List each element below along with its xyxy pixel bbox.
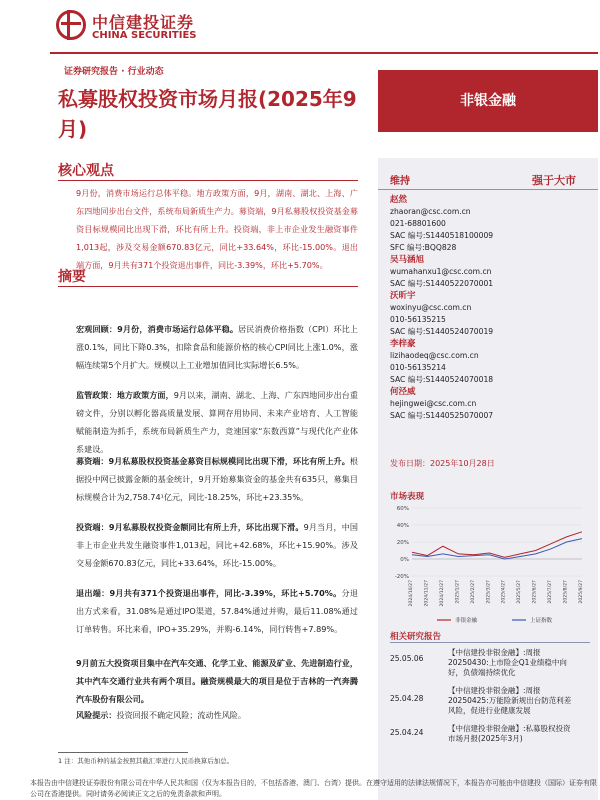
summary-macro-body: 居民消费价格指数（CPI）环比上涨0.1%，同比下降0.3%，扣除食品和能源价格的核心CPI同比上涨1.0%，涨幅连续第5个月扩大。规模以上工业增加值同比实际增长6.5%。 [76,324,358,370]
related-report-text: 【中信建投非银金融】:周报20250430:上市险企Q1业绩稳中向好，负债端持续优化 [448,648,567,677]
summary-policy-lead: 监管政策：地方政策方面， [76,390,174,400]
series-line [412,532,582,558]
analyst-name: 赵然 [390,195,408,205]
x-tick-label: 2024/11/27 [424,580,430,607]
summary-top5: 9月前五大投资项目集中在汽车交通、化学工业、能源及矿业、先进制造行业，其中汽车交通行业共有两个项目。融资规模最大的项目是位于吉林的一汽奔腾汽车股份有限公司。 [76,658,358,704]
summary-invest [76,518,358,572]
core-view-text: 9月份，消费市场运行总体平稳。地方政策方面，9月，湖南、湖北、上海、广东四地同步出台文件，系统布局新质生产力。募资端，9月私募股权投资基金募资目标规模同比出现下滑，环比有所上升。投资端，非上市企业发生融资事件1,013起，涉及交易金额670.83亿元，同比+33.64%，环比-15.00%。退出端方面，9月共有371个投资退出事件，同比-3.39%，环比+5.70%。 [76,188,358,270]
summary-exit-lead: 退出端：9月共有371个投资退出事件，同比-3.39%，环比+5.70%。 [76,588,342,598]
analyst-email: wumahanxu1@csc.com.cn [390,267,492,276]
header-divider [50,52,598,54]
y-tick-label: 20% [396,540,409,546]
x-tick-label: 2025/6/27 [532,580,538,604]
sector-label: 非银金融 [460,93,516,109]
x-tick-label: 2025/7/27 [548,580,554,604]
related-research-title: 相关研究报告 [390,632,442,642]
analyst-email: lizihaodeq@csc.com.cn [390,351,479,360]
analyst-sac: SAC 编号:S1440524070019 [390,327,494,336]
legend-label: 非银金融 [455,618,478,624]
x-tick-label: 2025/4/27 [501,580,507,604]
footnote-divider [58,752,188,753]
summary-risk-lead: 风险提示： [76,710,117,720]
related-report-date: 25.05.06 [390,654,424,663]
x-tick-label: 2025/1/27 [455,580,461,604]
analyst-sac: SAC 编号:S1440524070018 [390,375,494,384]
core-view-heading: 核心观点 [58,163,114,179]
summary-divider [58,286,358,287]
disclaimer: 本报告由中信建投证券股份有限公司在中华人民共和国（仅为本报告目的，不包括香港、澳门、台湾）提供。在遵守适用的法律法规情况下，本报告亦可能由中信建投（国际）证券有限公司在香港提供。同时请务必阅读正文之后的免责条款和声明。 [30,779,597,798]
summary-invest-body: 9月当月，中国非上市企业共发生融资事件1,013起，同比+42.68%，环比+15.90%。涉及交易金额670.83亿元，同比+33.64%，环比-15.00%。 [76,522,359,568]
x-tick-label: 2025/8/27 [563,580,569,604]
related-report-text: 【中信建投非银金融】:周报20250425:万能险新规出台防范利差风险，促进行业健康发展 [448,686,572,715]
x-tick-label: 2025/2/27 [470,580,476,604]
analyst-email: hejingwei@csc.com.cn [390,399,477,408]
analyst-sac: SAC 编号:S1440518100009 [390,231,494,240]
analyst-name: 李梓豪 [390,339,416,349]
summary-fundraise [76,452,358,506]
related-report-text: 【中信建投非银金融】:私募股权投资市场月报(2025年3月) [448,724,571,743]
summary-exit-body: 分退出方式来看，31.08%是通过IPO渠道，57.84%通过并购，最后11.08%通过订单转售。环比来看，IPO+35.29%，并购-6.14%，同行转售+7.89%。 [76,588,358,634]
report-title: 私募股权投资市场月报(2025年9月) [58,87,357,141]
related-report-date: 25.04.28 [390,694,424,703]
report-kicker: 证券研究报告 · 行业动态 [64,67,164,77]
summary-macro [76,320,358,374]
analyst-card [390,386,590,422]
market-performance-title: 市场表现 [390,492,425,502]
analyst-card [390,194,590,254]
analyst-sfc: SFC 编号:BQQ828 [390,243,457,252]
footnote: 1 注：其他币种的基金按照其截汇率进行人民币换算后加总。 [58,757,234,765]
x-tick-label: 2025/5/27 [517,580,523,604]
analyst-card [390,290,590,338]
publish-date: 发布日期：2025年10月28日 [390,459,495,468]
analyst-sac: SAC 编号:S1440522070001 [390,279,494,288]
brand-header [50,6,250,48]
x-tick-label: 2024/12/27 [439,580,445,607]
y-tick-label: 60% [396,506,409,512]
x-tick-label: 2025/3/27 [486,580,492,604]
sector-banner [378,70,598,132]
analyst-phone: 010-56135214 [390,363,446,372]
related-report-date: 25.04.24 [390,728,424,737]
analyst-email: woxinyu@csc.com.cn [390,303,472,312]
brand-name-cn: 中信建投证券 [92,13,195,32]
summary-risk-body: 投资回报不确定风险；流动性风险。 [116,710,246,720]
core-view-divider [58,180,358,181]
summary-heading: 摘要 [58,269,86,285]
summary-invest-lead: 投资端：9月私募股权投资金额同比有所上升，环比出现下滑。 [76,522,304,532]
rating-value: 强于大市 [532,174,576,187]
summary-risk [76,706,358,724]
analyst-phone: 010-56135215 [390,315,446,324]
analyst-phone: 021-68801600 [390,219,446,228]
summary-policy [76,386,358,458]
x-tick-label: 2025/9/27 [579,580,584,604]
rating-bar [378,168,598,190]
sidebar [378,158,598,800]
market-performance-chart [382,498,592,628]
y-tick-label: 40% [396,523,409,529]
brand-logo-icon [56,10,86,40]
y-tick-label: 0% [400,557,409,563]
analyst-card [390,338,590,386]
summary-macro-lead: 宏观回顾：9月份，消费市场运行总体平稳。 [76,324,239,334]
analyst-list [390,194,590,422]
analyst-name: 何泾威 [390,387,416,397]
analyst-name: 沃昕宇 [390,291,416,301]
x-tick-label: 2024/10/27 [409,580,414,607]
analyst-name: 吴马涵旭 [390,255,425,265]
related-research-divider [390,642,590,643]
analyst-email: zhaoran@csc.com.cn [390,207,471,216]
summary-fundraise-body: 根据投中网已披露金额的基金统计，9月开始募集资金的基金共有635只，募集目标规模合计为2,758.74¹亿元，同比-18.25%，环比+23.35%。 [76,456,358,502]
y-tick-label: -20% [394,574,409,580]
rating-action: 维持 [390,176,410,187]
analyst-card [390,254,590,290]
summary-fundraise-lead: 募资端：9月私募股权投资基金募资目标规模同比出现下滑，环比有所上升。 [76,456,350,466]
summary-exit [76,584,358,638]
analyst-sac: SAC 编号:S1440525070007 [390,411,494,420]
summary-policy-body: 9月以来，湖南、湖北、上海、广东四地同步出台重磅文件，分别以孵化器高质量发展、算网存用协同、未来产业培育、人工智能赋能制造为抓手，系统布局新质生产力，竞速国家“东数西算”与现代化产业体系建设。 [76,390,358,454]
brand-name-en: CHINA SECURITIES [92,30,197,41]
legend-label: 上证指数 [530,618,553,624]
